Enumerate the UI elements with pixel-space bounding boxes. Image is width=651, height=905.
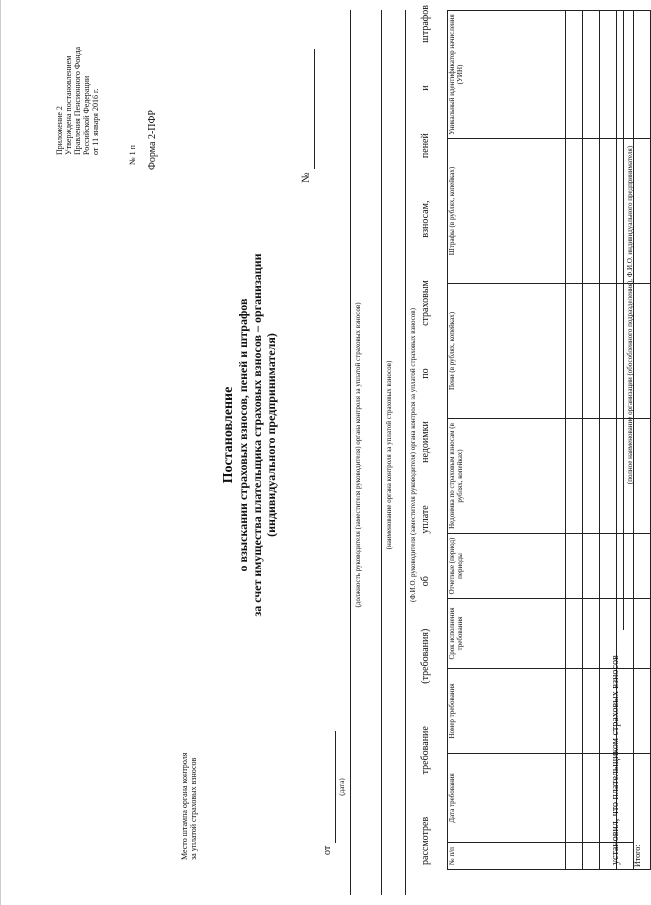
header-cell: Недоимка по страховым взносам (в рублях, копейках) bbox=[448, 419, 566, 534]
header-cell: Штрафы (в рублях, копейках) bbox=[448, 139, 566, 284]
appendix-line: Приложение 2 bbox=[55, 106, 64, 155]
appendix-line: Российской Федерации bbox=[82, 75, 91, 155]
total-label: Итого: bbox=[634, 754, 651, 870]
header-cell: Уникальный идентификатор начисления (УИН) bbox=[448, 11, 566, 139]
appendix-block bbox=[55, 25, 100, 155]
position-line bbox=[350, 10, 351, 895]
document-title bbox=[222, 195, 278, 675]
title-line: за счет имущества плательщика страховых взносов – организации bbox=[250, 253, 264, 617]
appendix-line: от 11 января 2016 г. bbox=[91, 88, 100, 155]
header-cell: № п/п bbox=[448, 843, 566, 870]
appendix-line: Утверждена постановлением bbox=[64, 55, 73, 155]
date-hint: (дата) bbox=[338, 778, 346, 796]
title-line: (индивидуального предпринимателя) bbox=[264, 333, 278, 537]
table-header-row bbox=[448, 11, 566, 870]
stamp-line: Место штампа органа контроля bbox=[180, 752, 189, 860]
org-hint: (полное наименование организации (обособленного подразделения), Ф.И.О. индивидуального предпринимателя) bbox=[626, 145, 634, 485]
title-line: Постановление bbox=[221, 386, 236, 484]
number-sign: № bbox=[300, 172, 312, 183]
scan-edge bbox=[0, 0, 1, 905]
header-cell: Срок исполнения требования bbox=[448, 599, 566, 669]
org-line bbox=[623, 10, 624, 630]
organ-line bbox=[381, 10, 382, 895]
considered-text: рассмотрев требование (требования) об уплате недоимки по страховым взносам, пеней и штрафов bbox=[420, 5, 431, 865]
fio-line bbox=[405, 10, 406, 895]
fio-hint: (Ф.И.О. руководителя (заместителя руководителя) органа контроля за уплатой страховых взносов) bbox=[409, 308, 417, 602]
stamp-line: за уплатой страховых взносов bbox=[189, 757, 198, 860]
no-label: № 1 п bbox=[128, 145, 137, 165]
stamp-label bbox=[180, 700, 198, 860]
position-hint: (должность руководителя (заместителя руководителя) органа контроля за уплатой страховых взносов) bbox=[354, 302, 362, 608]
table-row bbox=[583, 11, 600, 870]
title-line: о взыскании страховых взносов, пеней и штрафов bbox=[236, 298, 250, 572]
date-line bbox=[335, 731, 336, 843]
from-label: от bbox=[322, 845, 333, 855]
header-cell: Дата требования bbox=[448, 754, 566, 843]
total-row bbox=[634, 11, 651, 870]
established-text: установил, что плательщиком страховых взносов bbox=[610, 655, 621, 865]
table-row bbox=[566, 11, 583, 870]
organ-hint: (наименование органа контроля за уплатой страховых взносов) bbox=[385, 360, 393, 550]
header-cell: Пени (в рублях, копейках) bbox=[448, 284, 566, 419]
header-cell: Номер требования bbox=[448, 669, 566, 754]
form-label: Форма 2-ПФР bbox=[147, 110, 158, 170]
number-line bbox=[314, 49, 315, 169]
header-cell: Отчетные (период) периоды bbox=[448, 534, 566, 599]
appendix-line: Правления Пенсионного Фонда bbox=[73, 46, 82, 155]
